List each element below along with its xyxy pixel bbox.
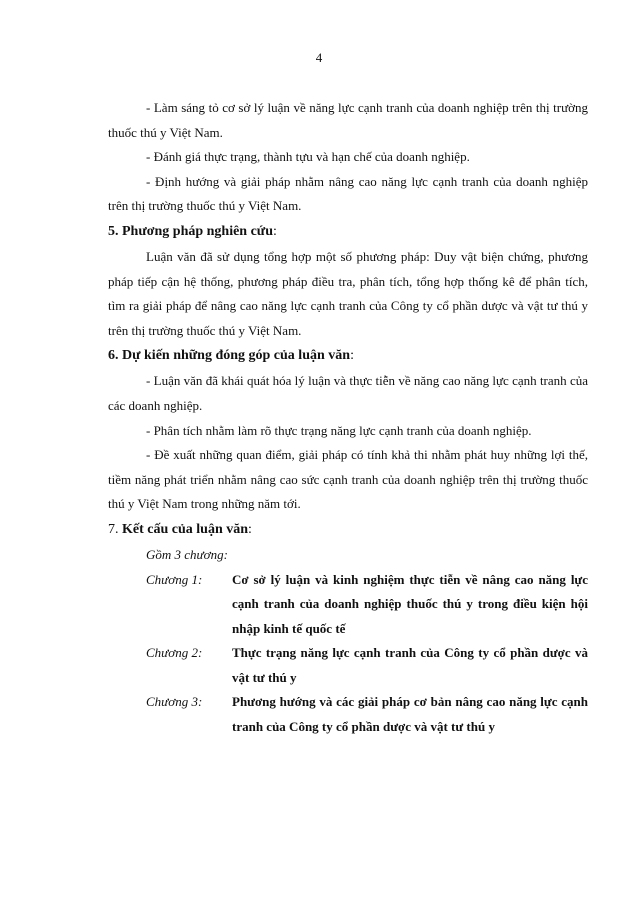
intro-item-1: - Làm sáng tỏ cơ sở lý luận về năng lực cạnh tranh của doanh nghiệp trên thị trường thuốc thú y Việt Nam.	[108, 100, 588, 140]
page-number: 4	[315, 50, 323, 65]
chapter-3-title: Phương hướng và các giải pháp cơ bản nâng cao năng lực cạnh tranh của Công ty cổ phần dược và vật tư thú y	[232, 694, 588, 735]
section-7-number: 7.	[108, 521, 119, 537]
section-7-colon: :	[248, 521, 252, 537]
section-7-title: Kết cấu của luận văn	[122, 521, 249, 537]
section-6-item-3: - Đề xuất những quan điểm, giải pháp có tính khả thi nhằm phát huy những lợi thế, tiềm năng phát triển nhằm nâng cao sức cạnh tranh của doanh nghiệp trên thị trường thuốc thú y Việt Nam trong những năm tới.	[108, 447, 588, 512]
chapter-2-label: Chương 2:	[146, 645, 203, 661]
chapter-3-label: Chương 3:	[146, 694, 203, 710]
section-6-heading	[108, 343, 588, 369]
chapter-2-title: Thực trạng năng lực cạnh tranh của Công ty cổ phần dược và vật tư thú y	[232, 645, 588, 685]
chapter-1-title: Cơ sở lý luận và kinh nghiệm thực tiễn về nâng cao năng lực cạnh tranh của doanh nghiệp thuốc thú y trong điều kiện hội nhập kinh tế quốc tế	[232, 571, 588, 636]
section-5-body: Luận văn đã sử dụng tổng hợp một số phương pháp: Duy vật biện chứng, phương pháp tiếp cận hệ thống, phương pháp điều tra, phân tích, tổng hợp thống kê để phân tích, tìm ra giải pháp để nâng cao năng lực cạnh tranh của Công ty cổ phần dược và vật tư thú y trên thị trường thuốc thú y Việt Nam.	[108, 248, 588, 338]
chapter-1	[146, 568, 588, 642]
section-7-intro: Gồm 3 chương:	[146, 546, 228, 562]
chapter-1-label: Chương 1:	[146, 571, 203, 587]
intro-item-3: - Định hướng và giải pháp nhằm nâng cao năng lực cạnh tranh của doanh nghiệp trên thị trường thuốc thú y Việt Nam.	[108, 173, 588, 214]
chapter-2	[146, 641, 588, 690]
intro-item-2: - Đánh giá thực trạng, thành tựu và hạn chế của doanh nghiệp.	[146, 149, 470, 165]
section-6-item-2: - Phân tích nhằm làm rõ thực trạng năng lực cạnh tranh của doanh nghiệp.	[146, 422, 532, 438]
section-6-title: 6. Dự kiến những đóng góp của luận văn	[108, 348, 351, 364]
section-5-title: 5. Phương pháp nghiên cứu	[108, 223, 273, 239]
section-6-item-1: - Luận văn đã khái quát hóa lý luận và thực tiễn về năng cao năng lực cạnh tranh của các doanh nghiệp.	[108, 373, 588, 413]
section-5-heading	[108, 219, 588, 245]
section-6-colon: :	[350, 348, 354, 364]
document-body	[108, 96, 588, 740]
chapter-list	[146, 568, 588, 740]
section-7-heading	[108, 517, 588, 543]
section-5-colon: :	[273, 223, 277, 239]
chapter-3	[146, 690, 588, 739]
